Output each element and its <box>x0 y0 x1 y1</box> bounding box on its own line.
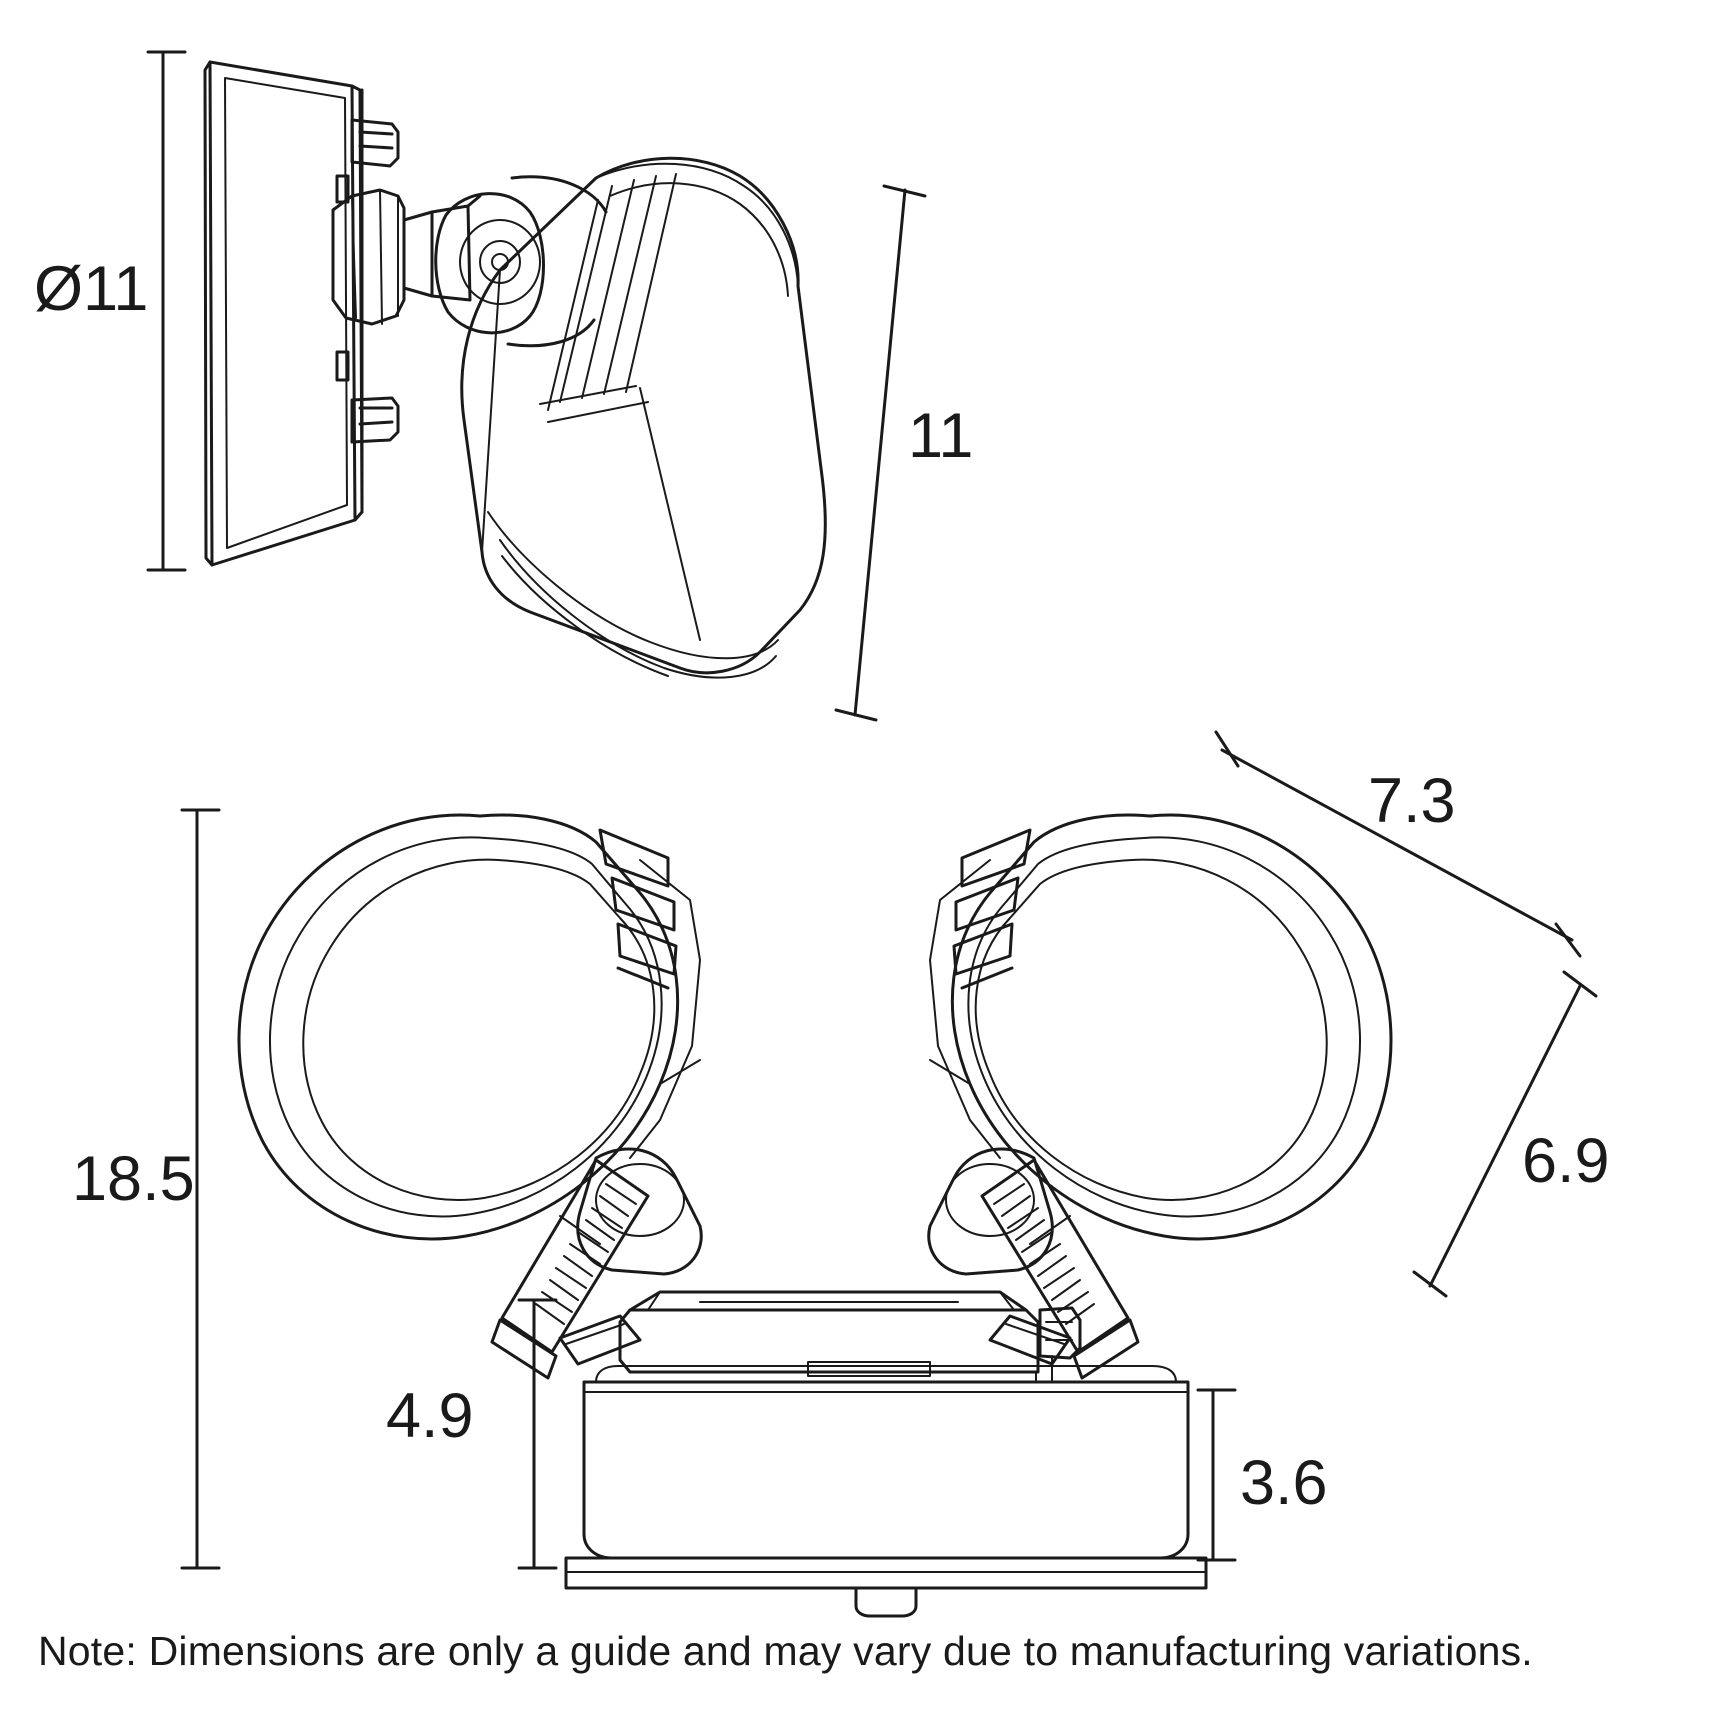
dimension-label-base-4-9: 4.9 <box>386 1381 474 1451</box>
swivel-joint <box>333 190 480 324</box>
manufacturing-note: Note: Dimensions are only a guide and may vary due to manufacturing variations. <box>38 1628 1533 1674</box>
dimension-label-base-3-6: 3.6 <box>1240 1448 1328 1518</box>
dimension-line-diameter-11 <box>148 52 185 570</box>
dimension-label-diameter-11: Ø11 <box>34 254 149 324</box>
base-canopy <box>566 1292 1206 1616</box>
lamp-head-front-right <box>929 815 1391 1378</box>
lamp-head-side <box>462 158 826 677</box>
dimension-label-head-7-3: 7.3 <box>1368 766 1456 836</box>
mounting-plate <box>205 62 362 565</box>
lamp-head-front-left <box>239 815 701 1378</box>
dimension-label-head-6-9: 6.9 <box>1522 1126 1610 1196</box>
dimension-line-4-9 <box>519 1300 556 1568</box>
dimension-label-overall-18-5: 18.5 <box>72 1144 195 1214</box>
dimension-line-3-6 <box>1198 1390 1235 1560</box>
dimension-label-height-11: 11 <box>908 401 974 471</box>
